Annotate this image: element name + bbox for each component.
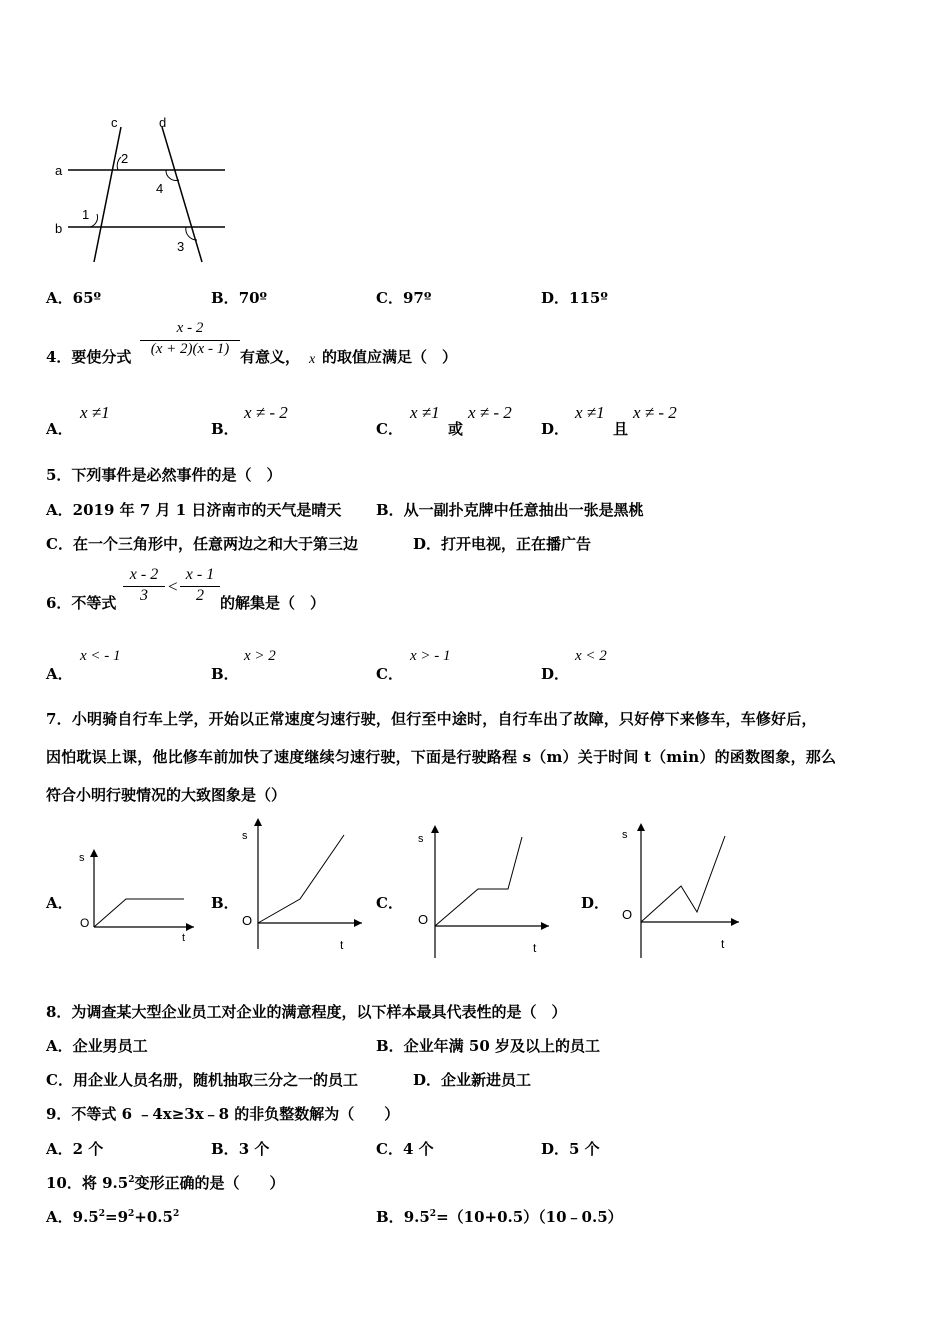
graph-a-x-label: t xyxy=(182,932,186,944)
q6-option-a[interactable]: A． xyxy=(46,665,73,683)
q7-line-3: 符合小明行驶情况的大致图象是（） xyxy=(46,786,287,804)
q6-f2-numerator: x - 1 xyxy=(185,566,215,583)
q4-option-c[interactable]: C． xyxy=(376,420,403,438)
graph-b-x-label: t xyxy=(340,938,344,952)
q4-var-x: x xyxy=(309,352,316,367)
q4-option-c-joiner: 或 xyxy=(448,420,464,438)
q4-frac-numerator: x - 2 xyxy=(176,320,204,336)
q7-graph-b[interactable] xyxy=(236,813,366,955)
q4-suffix: 有意义， xyxy=(240,348,301,366)
q4-option-c-math: x ≠1 xyxy=(410,403,440,422)
q10-option-b[interactable]: B．$9.5^2=(10+0.5)(10﹣0.5)$ xyxy=(376,1208,623,1226)
q6-option-d-math: x < 2 xyxy=(575,648,607,664)
q4-option-a[interactable]: A． xyxy=(46,420,73,438)
q3-option-d[interactable]: D．115º xyxy=(541,289,608,307)
q6-fraction-1 xyxy=(123,566,165,605)
graph-a-origin: O xyxy=(80,916,90,930)
q8-option-b[interactable]: B．企业年满 50 岁及以上的员工 xyxy=(376,1037,600,1055)
q10-stem: 10．将 $9.5^2$变形正确的是（ ） xyxy=(46,1174,285,1192)
graph-d-curve xyxy=(641,836,725,922)
q5-option-d[interactable]: D．打开电视，正在播广告 xyxy=(413,535,592,553)
label-1: 1 xyxy=(82,207,90,222)
q7-option-d[interactable]: D． xyxy=(581,894,610,912)
q9-stem: 9．不等式 6 ﹣4x≥3x﹣8 的非负整数解为（ ） xyxy=(46,1105,400,1123)
q6-option-c[interactable]: C． xyxy=(376,665,403,683)
q6-f2-denominator: 2 xyxy=(180,586,220,605)
graph-b-y-label: s xyxy=(242,830,248,842)
q5-option-c[interactable]: C．在一个三角形中，任意两边之和大于第三边 xyxy=(46,535,358,553)
label-3: 3 xyxy=(177,239,185,254)
q4-prefix: 4．要使分式 xyxy=(46,348,132,366)
q4-fraction xyxy=(140,320,240,358)
graph-d-x-label: t xyxy=(721,937,725,951)
graph-c-curve xyxy=(435,837,522,926)
q8-stem: 8．为调查某大型企业员工对企业的满意程度，以下样本最具代表性的是（ ） xyxy=(46,1003,567,1021)
q9-option-d[interactable]: D．5 个 xyxy=(541,1140,600,1158)
q7-graph-d[interactable] xyxy=(613,820,743,960)
q6-f1-denominator: 3 xyxy=(123,586,165,605)
graph-d-origin: O xyxy=(622,907,633,922)
label-d: d xyxy=(159,115,167,130)
q4-option-a-math: x ≠1 xyxy=(80,403,110,422)
q6-fraction-2 xyxy=(180,566,220,605)
q6-f1-numerator: x - 2 xyxy=(129,566,159,583)
q4-option-d-math: x ≠1 xyxy=(575,403,605,422)
q6-option-b-math: x > 2 xyxy=(244,648,276,664)
q6-option-b[interactable]: B． xyxy=(211,665,239,683)
label-c: c xyxy=(111,115,118,130)
angle-1-arc xyxy=(90,214,98,227)
q4-option-d-math2: x ≠ - 2 xyxy=(633,403,677,422)
label-b: b xyxy=(55,221,63,236)
q3-option-a[interactable]: A．65º xyxy=(46,289,102,307)
q3-option-c[interactable]: C．97º xyxy=(376,289,432,307)
graph-c-origin: O xyxy=(418,912,429,927)
graph-d-y-label: s xyxy=(622,829,628,841)
graph-b-origin: O xyxy=(242,913,253,928)
graph-a-y-label: s xyxy=(79,852,85,864)
q10-option-a[interactable]: A．$9.5^2=9^2+0.5^2$ xyxy=(46,1208,180,1226)
q6-less-than: < xyxy=(168,577,178,596)
q6-option-a-math: x < - 1 xyxy=(80,648,121,664)
q4-frac-denominator: (x + 2)(x - 1) xyxy=(140,340,240,358)
q5-stem: 5．下列事件是必然事件的是（ ） xyxy=(46,466,282,484)
q8-option-a[interactable]: A．企业男员工 xyxy=(46,1037,148,1055)
q4-tail: 的取值应满足（ ） xyxy=(322,348,458,366)
q6-tail: 的解集是（ ） xyxy=(220,594,326,612)
q4-option-d[interactable]: D． xyxy=(541,420,570,438)
label-a: a xyxy=(55,163,63,178)
q6-option-d[interactable]: D． xyxy=(541,665,570,683)
q8-option-d[interactable]: D．企业新进员工 xyxy=(413,1071,532,1089)
q7-line-2: 因怕耽误上课，他比修车前加快了速度继续匀速行驶，下面是行驶路程 s（m）关于时间 t（min）的函数图象，那么 xyxy=(46,748,837,766)
q5-option-a[interactable]: A．2019 年 7 月 1 日济南市的天气是晴天 xyxy=(46,501,342,519)
q7-graph-a[interactable] xyxy=(76,845,198,945)
q7-option-a[interactable]: A． xyxy=(46,894,73,912)
q6-prefix: 6．不等式 xyxy=(46,594,117,612)
graph-c-x-label: t xyxy=(533,941,537,955)
q7-line-1: 7．小明骑自行车上学，开始以正常速度匀速行驶，但行至中途时，自行车出了故障，只好停下来修车，车修好后， xyxy=(46,710,817,728)
q5-option-b[interactable]: B．从一副扑克牌中任意抽出一张是黑桃 xyxy=(376,501,644,519)
graph-c-y-label: s xyxy=(418,833,424,845)
q7-graph-c[interactable] xyxy=(405,822,553,960)
q9-option-b[interactable]: B．3 个 xyxy=(211,1140,270,1158)
label-2: 2 xyxy=(121,151,129,166)
q4-option-b-math: x ≠ - 2 xyxy=(244,403,288,422)
q9-option-c[interactable]: C．4 个 xyxy=(376,1140,434,1158)
q7-option-c[interactable]: C． xyxy=(376,894,403,912)
q3-option-b[interactable]: B．70º xyxy=(211,289,268,307)
label-4: 4 xyxy=(156,181,164,196)
q4-option-d-joiner: 且 xyxy=(613,420,629,438)
q4-option-c-math2: x ≠ - 2 xyxy=(468,403,512,422)
q9-option-a[interactable]: A．2 个 xyxy=(46,1140,104,1158)
q8-option-c[interactable]: C．用企业人员名册，随机抽取三分之一的员工 xyxy=(46,1071,358,1089)
parallel-lines-figure xyxy=(48,112,238,267)
graph-a-curve xyxy=(94,899,184,927)
q7-option-b[interactable]: B． xyxy=(211,894,239,912)
q4-option-b[interactable]: B． xyxy=(211,420,239,438)
graph-b-curve xyxy=(258,835,344,923)
q6-option-c-math: x > - 1 xyxy=(410,648,451,664)
line-c xyxy=(94,127,121,262)
